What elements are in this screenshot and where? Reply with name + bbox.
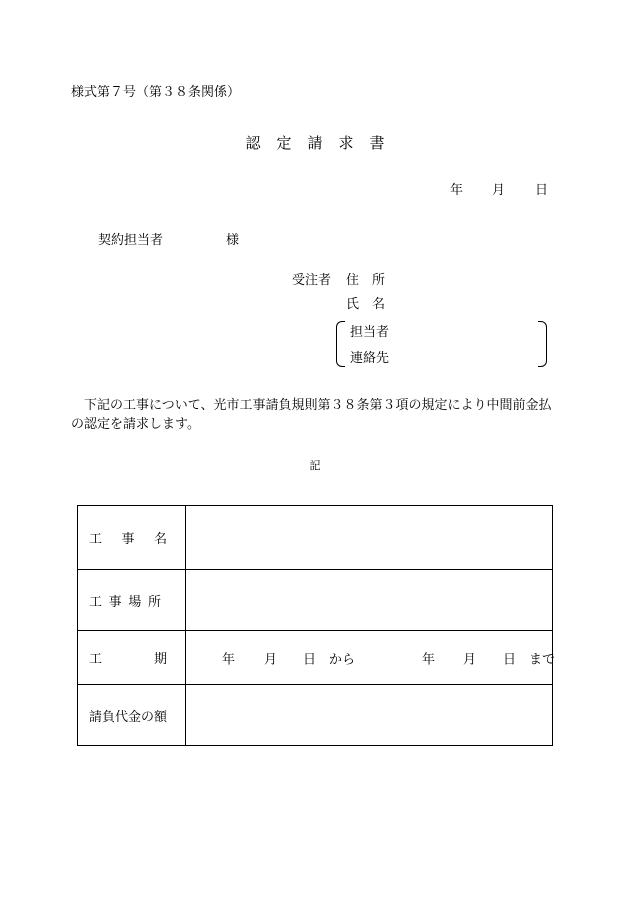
document-title (0, 136, 630, 151)
right-bracket (538, 321, 547, 367)
title-char: 請 (307, 134, 323, 152)
form-number: 様式第７号（第３８条関係） (71, 85, 241, 100)
name-char: 氏 (346, 297, 360, 312)
address-label (346, 274, 385, 287)
label-char: 所 (147, 594, 161, 610)
period-end-day: 日 (503, 652, 517, 667)
contract-amount-label: 請負代金の額 (78, 685, 186, 746)
period-from: から (329, 652, 356, 667)
left-bracket (336, 321, 345, 367)
period-start-month: 月 (264, 652, 278, 667)
address-char: 住 (346, 273, 360, 288)
person-in-charge-label: 担当者 (350, 325, 390, 340)
label-char: 場 (128, 594, 142, 610)
label-char: 名 (153, 532, 167, 547)
details-table (77, 505, 556, 746)
date-day-label: 日 (535, 183, 549, 198)
table-row (78, 506, 553, 570)
title-char: 認 (245, 134, 261, 152)
label-char: 工 (89, 594, 103, 610)
label-char: 工 (89, 652, 103, 667)
address-char: 所 (372, 273, 386, 288)
ki-label: 記 (309, 459, 321, 472)
date-year-label: 年 (450, 183, 464, 198)
contract-amount-field[interactable] (186, 685, 553, 746)
label-char: 期 (153, 652, 167, 667)
construction-name-label (78, 506, 186, 570)
construction-period-label (78, 631, 186, 685)
label-char: 工 (89, 532, 103, 547)
construction-name-field[interactable] (186, 506, 553, 570)
title-char: 求 (338, 134, 354, 152)
period-until: まで (529, 652, 556, 667)
title-char: 定 (276, 134, 292, 152)
period-start-day: 日 (303, 652, 317, 667)
label-char: 事 (108, 594, 122, 610)
construction-site-field[interactable] (186, 570, 553, 631)
name-char: 名 (372, 297, 386, 312)
table-row (78, 570, 553, 631)
period-end-month: 月 (463, 652, 477, 667)
title-char: 書 (369, 134, 385, 152)
date-month-label: 月 (492, 183, 506, 198)
request-body-text: 下記の工事について、光市工事請負規則第３８条第３項の規定により中間前金払の認定を請求します。 (71, 398, 552, 432)
contractor-label: 受注者 (292, 273, 332, 288)
contact-label: 連絡先 (350, 351, 390, 366)
addressee-name: 契約担当者 (98, 233, 164, 248)
table-row (78, 631, 553, 685)
addressee-honorific: 様 (226, 233, 240, 248)
table-row (78, 685, 553, 746)
construction-site-label (78, 570, 186, 631)
period-end-year: 年 (422, 652, 436, 667)
name-label (346, 298, 385, 311)
label-char: 事 (121, 532, 135, 547)
construction-period-field[interactable] (186, 631, 556, 685)
period-start-year: 年 (222, 652, 236, 667)
